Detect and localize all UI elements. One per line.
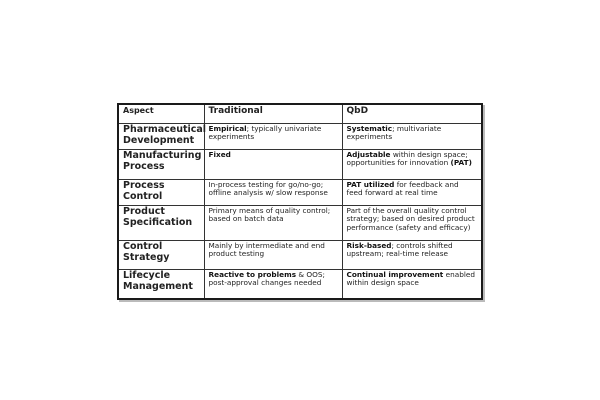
aspect-cell: Pharmaceutical Development	[118, 124, 204, 150]
aspect-cell: Process Control	[118, 180, 204, 206]
header-qbd: QbD	[342, 104, 482, 124]
qbd-cell: Adjustable within design space; opportunities for innovation (PAT)	[342, 150, 482, 180]
qbd-cell: Risk-based; controls shifted upstream; real-time release	[342, 241, 482, 270]
table-row	[118, 241, 482, 270]
traditional-cell: Empirical; typically univariate experiments	[204, 124, 342, 150]
aspect-cell: Control Strategy	[118, 241, 204, 270]
header-aspect: Aspect	[118, 104, 204, 124]
aspect-cell: Lifecycle Management	[118, 270, 204, 300]
header-row	[118, 104, 482, 124]
table-row	[118, 124, 482, 150]
aspect-cell: Product Specification	[118, 206, 204, 241]
qbd-cell: Part of the overall quality control strategy; based on desired product performance (safety and efficacy)	[342, 206, 482, 241]
qbd-cell: Continual improvement enabled within design space	[342, 270, 482, 300]
aspect-cell: Manufacturing Process	[118, 150, 204, 180]
comparison-table	[117, 103, 483, 300]
qbd-cell: Systematic; multivariate experiments	[342, 124, 482, 150]
header-traditional: Traditional	[204, 104, 342, 124]
traditional-cell: Fixed	[204, 150, 342, 180]
traditional-cell: Mainly by intermediate and end product testing	[204, 241, 342, 270]
qbd-cell: PAT utilized for feedback and feed forward at real time	[342, 180, 482, 206]
traditional-cell: In-process testing for go/no-go; offline analysis w/ slow response	[204, 180, 342, 206]
table-row	[118, 180, 482, 206]
table-row	[118, 150, 482, 180]
traditional-cell: Primary means of quality control; based on batch data	[204, 206, 342, 241]
traditional-cell: Reactive to problems & OOS; post-approval changes needed	[204, 270, 342, 300]
table-row	[118, 270, 482, 300]
table-row	[118, 206, 482, 241]
